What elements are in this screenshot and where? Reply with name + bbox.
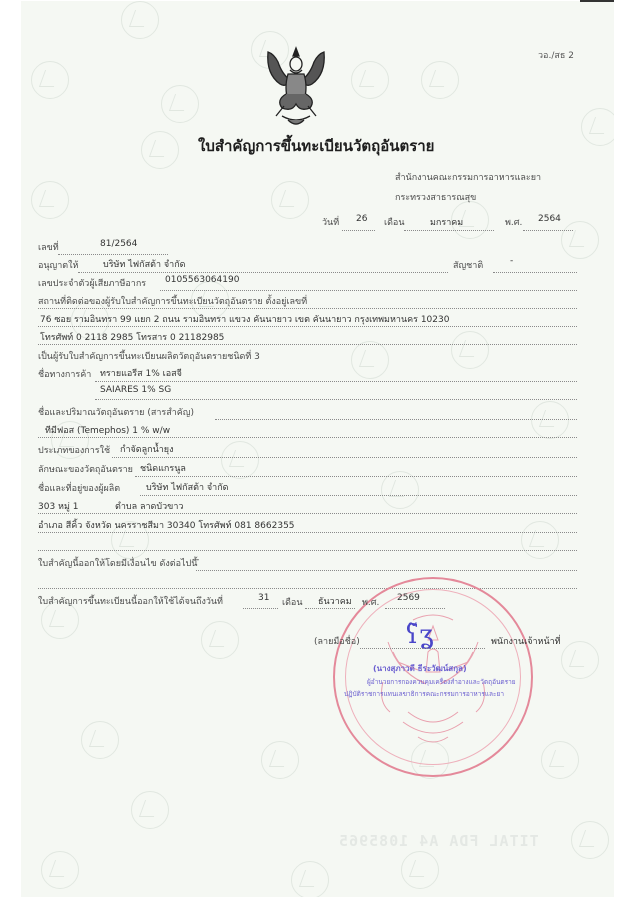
officer-position: ผู้อำนวยการกองควบคุมเครื่องสำอางและวัตถุอันตราย — [367, 678, 516, 686]
issue-month: มกราคม — [430, 218, 464, 228]
expiry-label: ใบสำคัญการขึ้นทะเบียนนี้ออกให้ใช้ได้จนถึงวันที่ — [38, 597, 223, 607]
licensee-name: บริษัท ไฟกัสต้า จำกัด — [103, 260, 186, 270]
security-watermark-icon — [221, 441, 259, 479]
issue-month-label: เดือน — [384, 218, 405, 228]
form-label: ลักษณะของวัตถุอันตราย — [38, 465, 133, 475]
serial-watermark: TITAL FDA A4 1085965 — [338, 832, 539, 850]
issue-day: 26 — [356, 214, 368, 224]
active-substance: ทีมีฟอส (Temephos) 1 % w/w — [45, 426, 171, 436]
expiry-year-label: พ.ศ. — [362, 598, 380, 608]
ministry-name: กระทรวงสาธารณสุข — [395, 193, 477, 203]
issue-year: 2564 — [538, 214, 561, 224]
trade-name-th: ทรายแอรีส 1% เอสจี — [100, 369, 182, 379]
usage-label: ประเภทของการใช้ — [38, 446, 111, 456]
security-watermark-icon — [351, 341, 389, 379]
substance-label: ชื่อและปริมาณวัตถุอันตราย (สารสำคัญ) — [38, 408, 194, 418]
expiry-year: 2569 — [397, 593, 420, 603]
phone-fax: โทรศัพท์ 0 2118 2985 โทรสาร 0 21182985 — [40, 333, 225, 343]
license-type: เป็นผู้รับใบสำคัญการขึ้นทะเบียนผลิตวัตถุอันตรายชนิดที่ 3 — [38, 352, 260, 362]
security-watermark-icon — [571, 821, 609, 859]
usage: กำจัดลูกน้ำยุง — [120, 445, 174, 455]
security-watermark-icon — [261, 741, 299, 779]
security-watermark-icon — [581, 108, 614, 146]
garuda-emblem-icon — [262, 44, 330, 130]
security-watermark-icon — [351, 61, 389, 99]
conditions-value: - — [196, 555, 200, 565]
security-watermark-icon — [121, 1, 159, 39]
security-watermark-icon — [81, 721, 119, 759]
signature-label: (ลายมือชื่อ) — [314, 637, 360, 647]
security-watermark-icon — [561, 641, 599, 679]
security-watermark-icon — [531, 401, 569, 439]
agency-name: สำนักงานคณะกรรมการอาหารและยา — [395, 173, 542, 183]
officer-name: (นางสุภาวดี ธีระวัฒน์สกุล) — [373, 664, 467, 673]
security-watermark-icon — [41, 851, 79, 889]
tax-id-label: เลขประจำตัวผู้เสียภาษีอากร — [38, 279, 147, 289]
page-title: ใบสำคัญการขึ้นทะเบียนวัตถุอันตราย — [198, 137, 435, 155]
officer-acting-for: ปฏิบัติราชการแทนเลขาธิการคณะกรรมการอาหารและยา — [344, 690, 504, 698]
licensee-label: อนุญาตให้ — [38, 261, 79, 271]
security-watermark-icon — [521, 521, 559, 559]
manufacturer-name: บริษัท ไฟกัสต้า จำกัด — [146, 483, 229, 493]
security-watermark-icon — [131, 791, 169, 829]
manufacturer-address-1b: ตำบล ลาดบัวขาว — [115, 502, 184, 512]
manufacturer-address-2: อำเภอ สีคิ้ว จังหวัด นครราชสีมา 30340 โทรศัพท์ 081 8662355 — [38, 521, 295, 531]
security-watermark-icon — [561, 221, 599, 259]
expiry-month-label: เดือน — [282, 598, 303, 608]
security-watermark-icon — [401, 851, 439, 889]
tax-id: 0105563064190 — [165, 275, 240, 285]
scan-edge — [580, 0, 614, 2]
security-watermark-icon — [451, 331, 489, 369]
security-watermark-icon — [271, 181, 309, 219]
security-watermark-icon — [141, 131, 179, 169]
security-watermark-icon — [291, 861, 329, 897]
signature: ʕ̃ʓ — [405, 620, 434, 650]
security-watermark-icon — [201, 621, 239, 659]
issue-year-label: พ.ศ. — [505, 218, 523, 228]
manufacturer-label: ชื่อและที่อยู่ของผู้ผลิต — [38, 484, 121, 494]
number-label: เลขที่ — [38, 243, 59, 253]
address: 76 ซอย รามอินทรา 99 แยก 2 ถนน รามอินทรา แขวง คันนายาว เขต คันนายาว กรุงเทพมหานคร 10230 — [40, 315, 450, 325]
expiry-day: 31 — [258, 593, 270, 603]
form-code: วอ./สธ 2 — [538, 51, 574, 61]
expiry-month: ธันวาคม — [318, 597, 352, 607]
nationality: - — [510, 256, 514, 266]
security-watermark-icon — [421, 61, 459, 99]
nationality-label: สัญชาติ — [453, 261, 484, 271]
trade-name-label: ชื่อทางการค้า — [38, 370, 92, 380]
security-watermark-icon — [31, 61, 69, 99]
security-watermark-icon — [31, 181, 69, 219]
manufacturer-address-1a: 303 หมู่ 1 — [38, 502, 79, 512]
conditions-label: ใบสำคัญนี้ออกให้โดยมีเงื่อนไข ดังต่อไปนี้ — [38, 559, 198, 569]
certificate-number: 81/2564 — [100, 239, 138, 249]
product-form: ชนิดแกรนูล — [140, 464, 186, 474]
security-watermark-icon — [541, 741, 579, 779]
address-label: สถานที่ติดต่อของผู้รับใบสำคัญการขึ้นทะเบียนวัตถุอันตราย ตั้งอยู่เลขที่ — [38, 297, 308, 307]
trade-name-en: SAIARES 1% SG — [100, 385, 172, 395]
issue-day-label: วันที่ — [322, 218, 340, 228]
officer-role: พนักงานเจ้าหน้าที่ — [491, 637, 561, 647]
security-watermark-icon — [161, 85, 199, 123]
